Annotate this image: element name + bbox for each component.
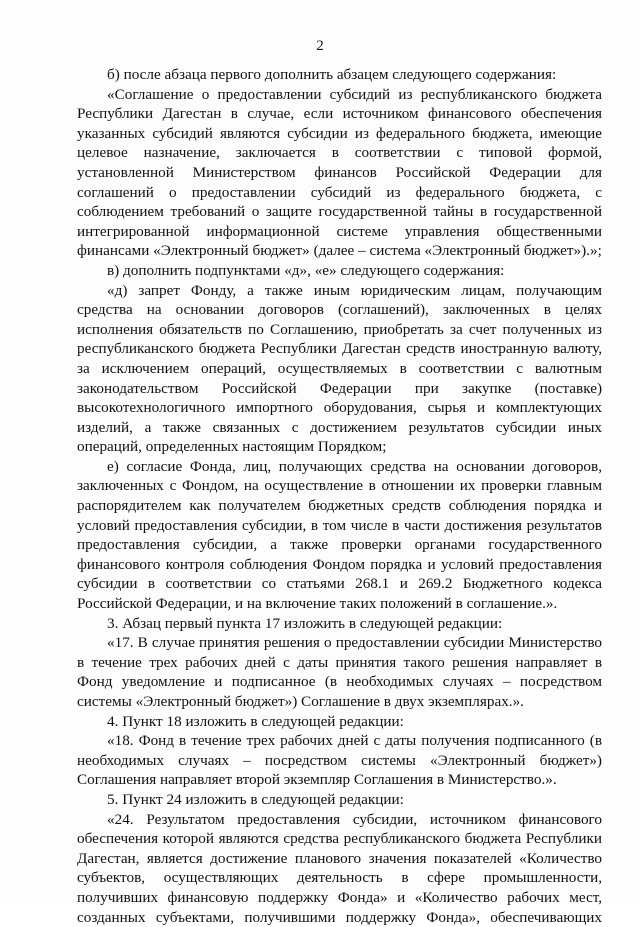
paragraph-item-5: 5. Пункт 24 изложить в следующей редакции: (107, 790, 404, 808)
paragraph-item-4: 4. Пункт 18 изложить в следующей редакции: (107, 712, 404, 730)
paragraph-subitem-d: «д) запрет Фонду, а также иным юридическим лицам, получающим средства на основании договоров (соглашений), заключенных в целях исполнения обязательств по Соглашению, приобретать за счет полученных из республиканского бюджета Республики Дагестан средств иностранную валюту, за исключением операций, осуществляемых в соответствии с валютным законодательством Российской Федерации при закупке (поставке) высокотехнологичного импортного оборудования, сырья и комплектующих изделий, а также связанных с достижением результатов субсидии иных операций, определенных настоящим Порядком; (77, 281, 602, 456)
paragraph-clause-18: «18. Фонд в течение трех рабочих дней с даты получения подписанного (в необходимых случаях – посредством системы «Электронный бюджет») Соглашения направляет второй экземпляр Соглашения в Министерство.». (77, 732, 602, 789)
paragraph-item-3: 3. Абзац первый пункта 17 изложить в следующей редакции: (107, 614, 503, 632)
document-body (77, 65, 602, 927)
paragraph-subitem-e: е) согласие Фонда, лиц, получающих средства на основании договоров, заключенных с Фондом, на осуществление в отношении их проверки главным распорядителем как получателем бюджетных средств соблюдения порядка и условий предоставления субсидии, в том числе в части достижения результатов предоставления субсидии, а также проверки органами государственного финансового контроля соблюдения Фондом порядка и условий предоставления субсидии в соответствии со статьями 268.1 и 269.2 Бюджетного кодекса Российской Федерации, и на включение таких положений в соглашение.». (77, 457, 602, 613)
page-number: 2 (316, 38, 324, 54)
paragraph-agreement-clause: «Соглашение о предоставлении субсидий из республиканского бюджета Республики Дагестан в случае, если источником финансового обеспечения указанных субсидий являются субсидии из федерального бюджета, имеющие целевое назначение, заключается в соответствии с типовой формой, установленной Министерством финансов Российской Федерации для соглашений о предоставлении субсидий из федерального бюджета, с соблюдением требований о защите государственной тайны в государственной интегрированной информационной системе управления общественными финансами «Электронный бюджет» (далее – система «Электронный бюджет»).»; (77, 85, 602, 260)
paragraph-subitem-v: в) дополнить подпунктами «д», «е» следующего содержания: (107, 261, 505, 279)
paragraph-clause-24: «24. Результатом предоставления субсидии, источником финансового обеспечения которой являются средства республиканского бюджета Республики Дагестан, является достижение планового значения показателей «Количество субъектов, осуществляющих деятельность в сфере промышленности, получивших финансовую поддержку Фонда» и «Количество рабочих мест, созданных субъектами, получившими поддержку Фонда», обеспечивающих (77, 810, 602, 926)
paragraph-clause-17: «17. В случае принятия решения о предоставлении субсидии Министерство в течение трех рабочих дней с даты принятия такого решения направляет в Фонд уведомление и подписанное (в необходимых случаях – посредством системы «Электронный бюджет») Соглашение в двух экземплярах.». (77, 634, 602, 710)
paragraph-subitem-b: б) после абзаца первого дополнить абзацем следующего содержания: (107, 66, 557, 83)
